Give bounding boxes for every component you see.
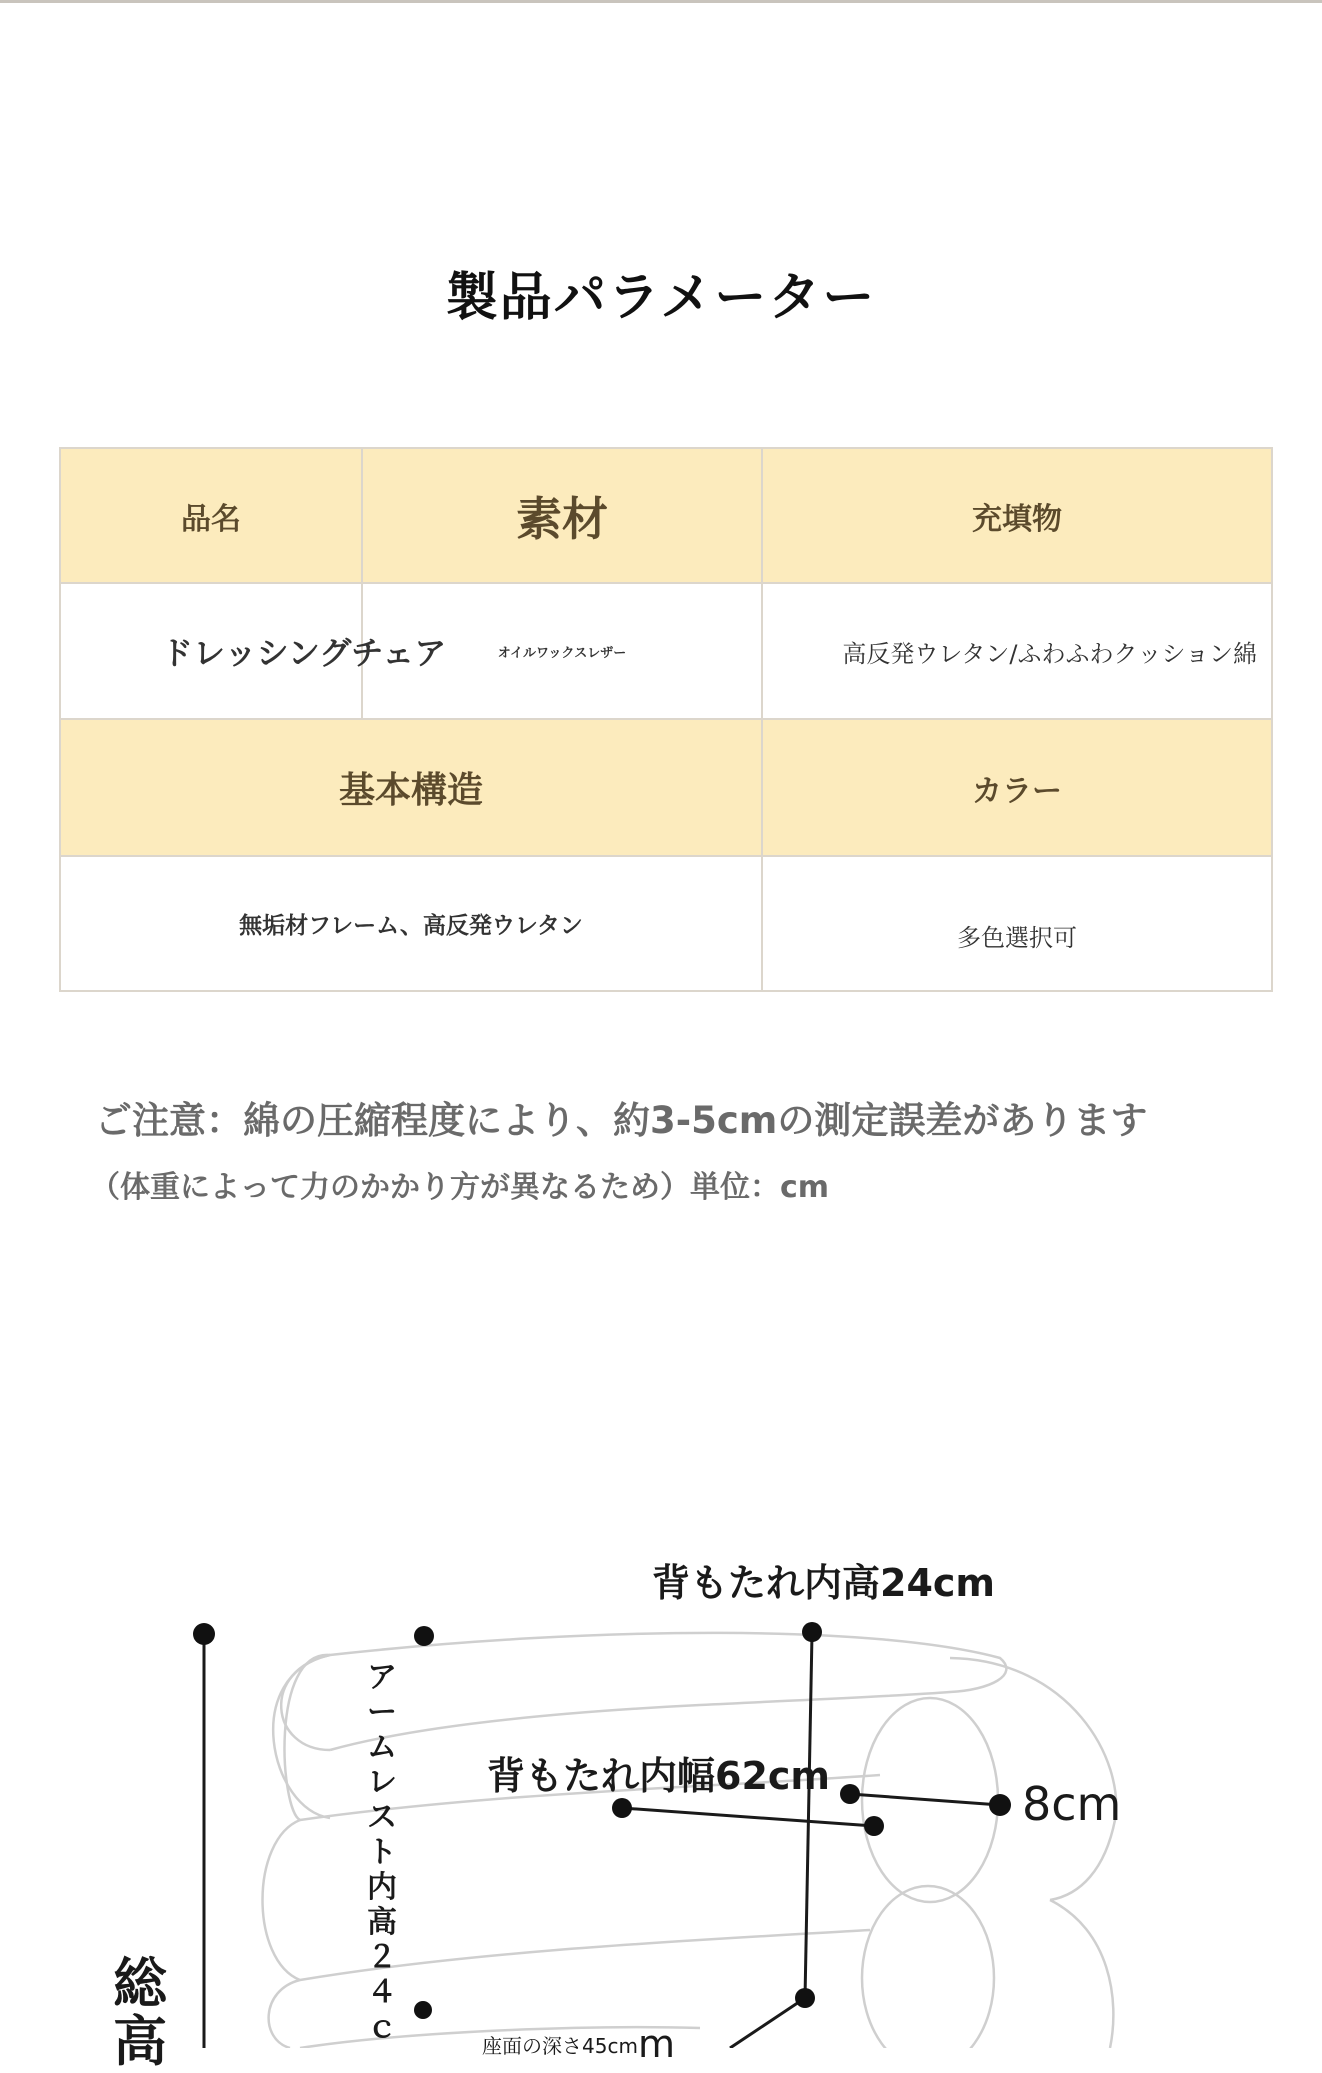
measurement-note-detail: （体重によって力のかかり方が異なるため）単位：cm — [90, 1170, 830, 1205]
value-material: オイルワックスレザー — [362, 583, 762, 719]
seat-depth-unit-fragment: m — [637, 2022, 675, 2066]
spec-table — [59, 447, 1273, 992]
measure-point — [414, 1626, 434, 1646]
header-name: 品名 — [60, 448, 362, 583]
header-material: 素材 — [362, 448, 762, 583]
dimension-diagram — [0, 1500, 1322, 2073]
table-row — [60, 719, 1272, 856]
measurement-note: ご注意：綿の圧縮程度により、約3-5cmの測定誤差があります — [95, 1099, 1148, 1142]
table-row — [60, 583, 1272, 719]
measure-point — [795, 1988, 815, 2008]
page-title: 製品パラメーター — [445, 268, 877, 328]
measure-point — [840, 1784, 860, 1804]
measure-point — [193, 1623, 215, 1645]
measure-point — [612, 1798, 632, 1818]
measure-point — [802, 1622, 822, 1642]
measure-point — [864, 1816, 884, 1836]
top-divider-line — [0, 0, 1322, 3]
table-row — [60, 856, 1272, 991]
measure-point — [414, 2001, 432, 2019]
label-seat-depth — [482, 2018, 675, 2066]
value-filling: 高反発ウレタン/ふわふわクッション綿 — [762, 583, 1272, 719]
label-armrest-inner-height: アームレスト内高２４ｃ — [367, 1660, 397, 2045]
label-back-inner-height: 背もたれ内高24cm — [652, 1561, 996, 1605]
label-arm-width: 8cm — [1022, 1777, 1122, 1831]
value-color: 多色選択可 — [762, 856, 1272, 991]
header-filling: 充填物 — [762, 448, 1272, 583]
label-total-height: 総高 — [113, 1952, 167, 2073]
measure-point — [989, 1794, 1011, 1816]
header-structure: 基本構造 — [60, 719, 762, 856]
value-name: ドレッシングチェア — [60, 583, 362, 719]
seat-depth-text: 座面の深さ45cm — [482, 2034, 638, 2058]
label-back-inner-width: 背もたれ内幅62cm — [487, 1754, 831, 1798]
table-row — [60, 448, 1272, 583]
value-structure: 無垢材フレーム、高反発ウレタン — [60, 856, 762, 991]
header-color: カラー — [762, 719, 1272, 856]
